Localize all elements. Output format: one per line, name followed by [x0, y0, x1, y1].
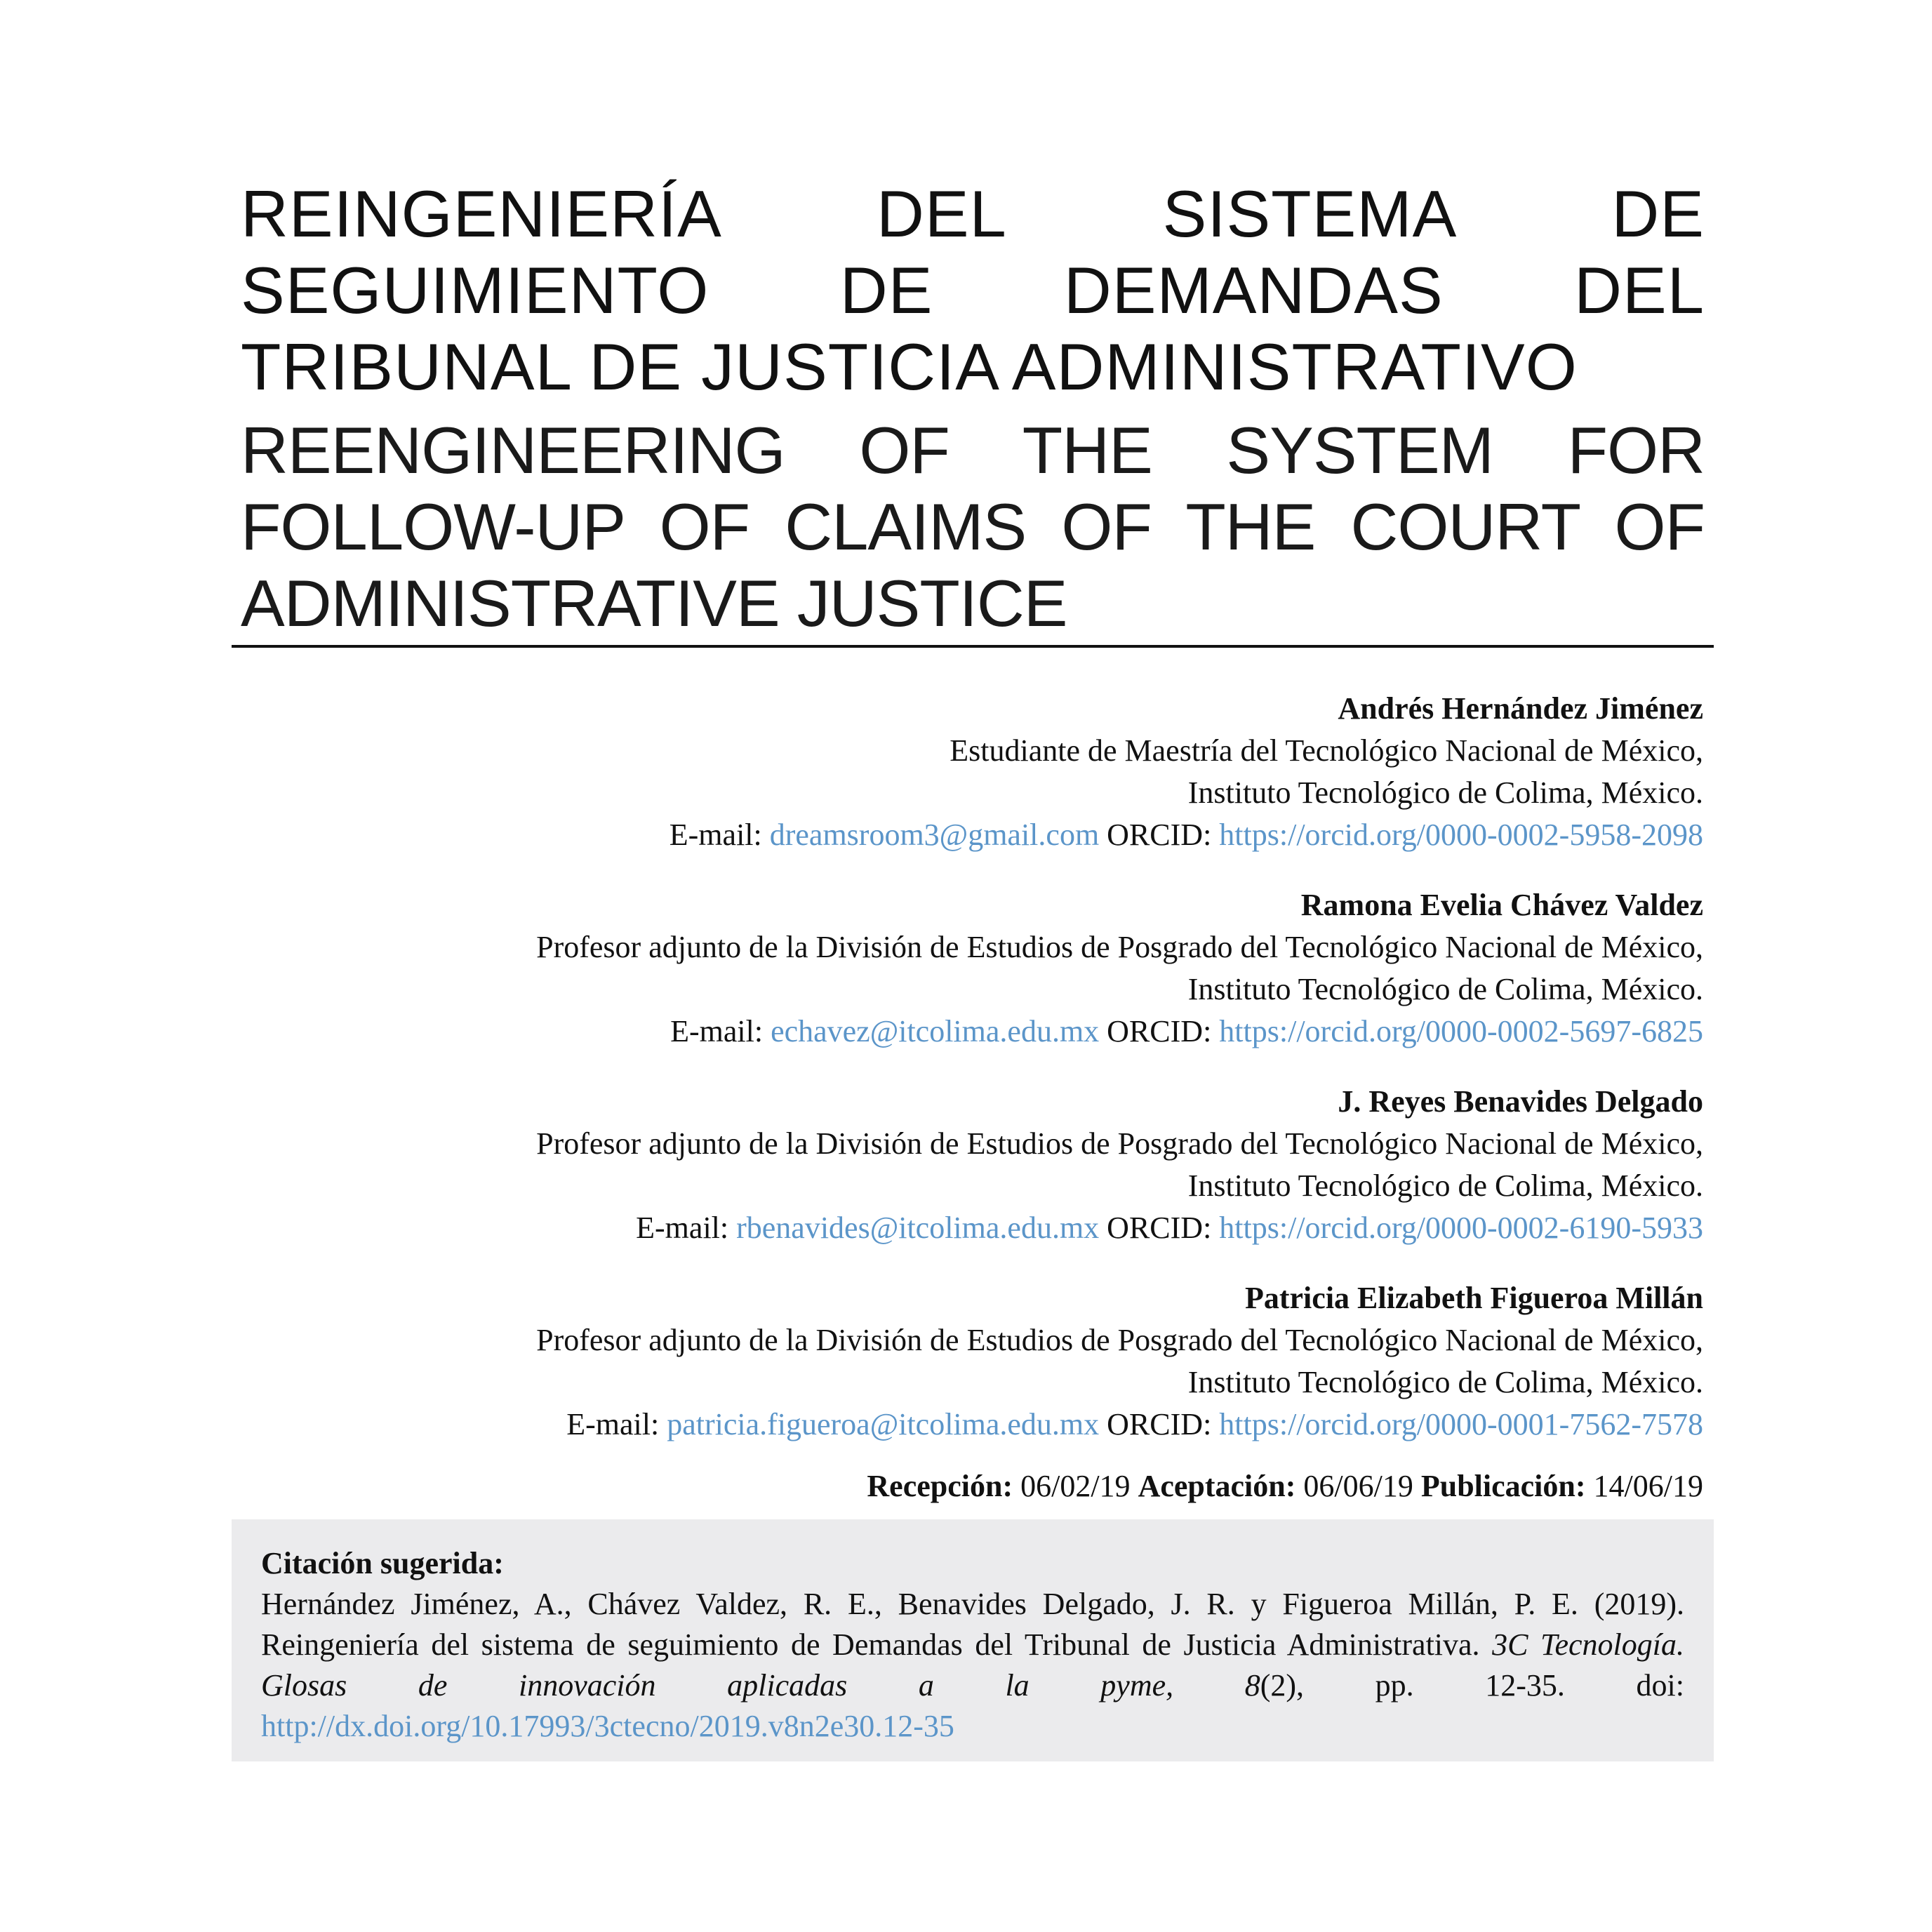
orcid-link[interactable]: https://orcid.org/0000-0002-5958-2098 [1219, 818, 1703, 852]
orcid-label: ORCID: [1107, 1014, 1212, 1048]
author-name: Ramona Evelia Chávez Valdez [1300, 888, 1703, 922]
citation-reference: Hernández Jiménez, A., Chávez Valdez, R. E., Benavides Delgado, J. R. y Figueroa Millán, P. E. (2019). Reingeniería del sistema de seguimiento de Demandas del Tribunal de Justicia Administrativa. [261, 1587, 1684, 1662]
orcid-link[interactable]: https://orcid.org/0000-0001-7562-7578 [1219, 1407, 1703, 1441]
email-label: E-mail: [566, 1407, 660, 1441]
acceptance-label: Aceptación: [1138, 1469, 1296, 1503]
author-entry [229, 884, 1703, 1053]
author-contact [229, 814, 1703, 856]
email-link[interactable]: rbenavides@itcolima.edu.mx [736, 1211, 1100, 1245]
author-affiliation: Instituto Tecnológico de Colima, México. [1187, 972, 1703, 1006]
title-divider [232, 645, 1714, 648]
acceptance-date: 06/06/19 [1303, 1469, 1413, 1503]
author-name: J. Reyes Benavides Delgado [1338, 1084, 1703, 1119]
orcid-link[interactable]: https://orcid.org/0000-0002-6190-5933 [1219, 1211, 1703, 1245]
author-contact [229, 1207, 1703, 1249]
suggested-citation-box [232, 1519, 1714, 1761]
title-english: REENGINEERING OF THE SYSTEM FOR FOLLOW-UP OF CLAIMS OF THE COURT OF ADMINISTRATIVE JUSTICE [241, 413, 1705, 640]
citation-heading: Citación sugerida: [261, 1546, 504, 1580]
author-affiliation: Profesor adjunto de la División de Estudios de Posgrado del Tecnológico Nacional de México, [536, 930, 1703, 964]
author-affiliation: Estudiante de Maestría del Tecnológico Nacional de México, [950, 733, 1703, 768]
email-link[interactable]: patricia.figueroa@itcolima.edu.mx [667, 1407, 1100, 1441]
author-affiliation: Instituto Tecnológico de Colima, México. [1187, 775, 1703, 810]
author-affiliation: Profesor adjunto de la División de Estudios de Posgrado del Tecnológico Nacional de México, [536, 1126, 1703, 1161]
orcid-label: ORCID: [1107, 1211, 1212, 1245]
author-entry [229, 1081, 1703, 1249]
citation-journal: 3C Tecnología. Glosas de innovación aplicadas a la pyme, 8 [261, 1627, 1684, 1703]
orcid-label: ORCID: [1107, 1407, 1212, 1441]
email-link[interactable]: echavez@itcolima.edu.mx [771, 1014, 1100, 1048]
email-link[interactable]: dreamsroom3@gmail.com [769, 818, 1100, 852]
authors-list [229, 688, 1703, 1474]
author-affiliation: Instituto Tecnológico de Colima, México. [1187, 1365, 1703, 1399]
author-contact [229, 1011, 1703, 1053]
author-affiliation: Profesor adjunto de la División de Estudios de Posgrado del Tecnológico Nacional de México, [536, 1323, 1703, 1357]
email-label: E-mail: [669, 818, 762, 852]
author-entry [229, 688, 1703, 856]
doi-link[interactable]: http://dx.doi.org/10.17993/3ctecno/2019.v8n2e30.12-35 [261, 1709, 954, 1743]
publication-date: 14/06/19 [1593, 1469, 1703, 1503]
author-name: Patricia Elizabeth Figueroa Millán [1245, 1281, 1703, 1315]
reception-date: 06/02/19 [1020, 1469, 1131, 1503]
citation-text [261, 1584, 1684, 1747]
author-entry [229, 1277, 1703, 1446]
orcid-label: ORCID: [1107, 818, 1212, 852]
reception-label: Recepción: [867, 1469, 1013, 1503]
email-label: E-mail: [636, 1211, 729, 1245]
title-spanish: REINGENIERÍA DEL SISTEMA DE SEGUIMIENTO DE DEMANDAS DEL TRIBUNAL DE JUSTICIA ADMINISTRATIVO [241, 177, 1705, 404]
citation-pages: (2), pp. 12-35. doi: [1260, 1668, 1684, 1703]
author-affiliation: Instituto Tecnológico de Colima, México. [1187, 1168, 1703, 1203]
author-name: Andrés Hernández Jiménez [1338, 691, 1703, 726]
author-contact [229, 1404, 1703, 1446]
title-block [241, 175, 1705, 641]
publication-label: Publicación: [1420, 1469, 1586, 1503]
email-label: E-mail: [670, 1014, 764, 1048]
publication-dates [867, 1465, 1703, 1507]
orcid-link[interactable]: https://orcid.org/0000-0002-5697-6825 [1219, 1014, 1703, 1048]
